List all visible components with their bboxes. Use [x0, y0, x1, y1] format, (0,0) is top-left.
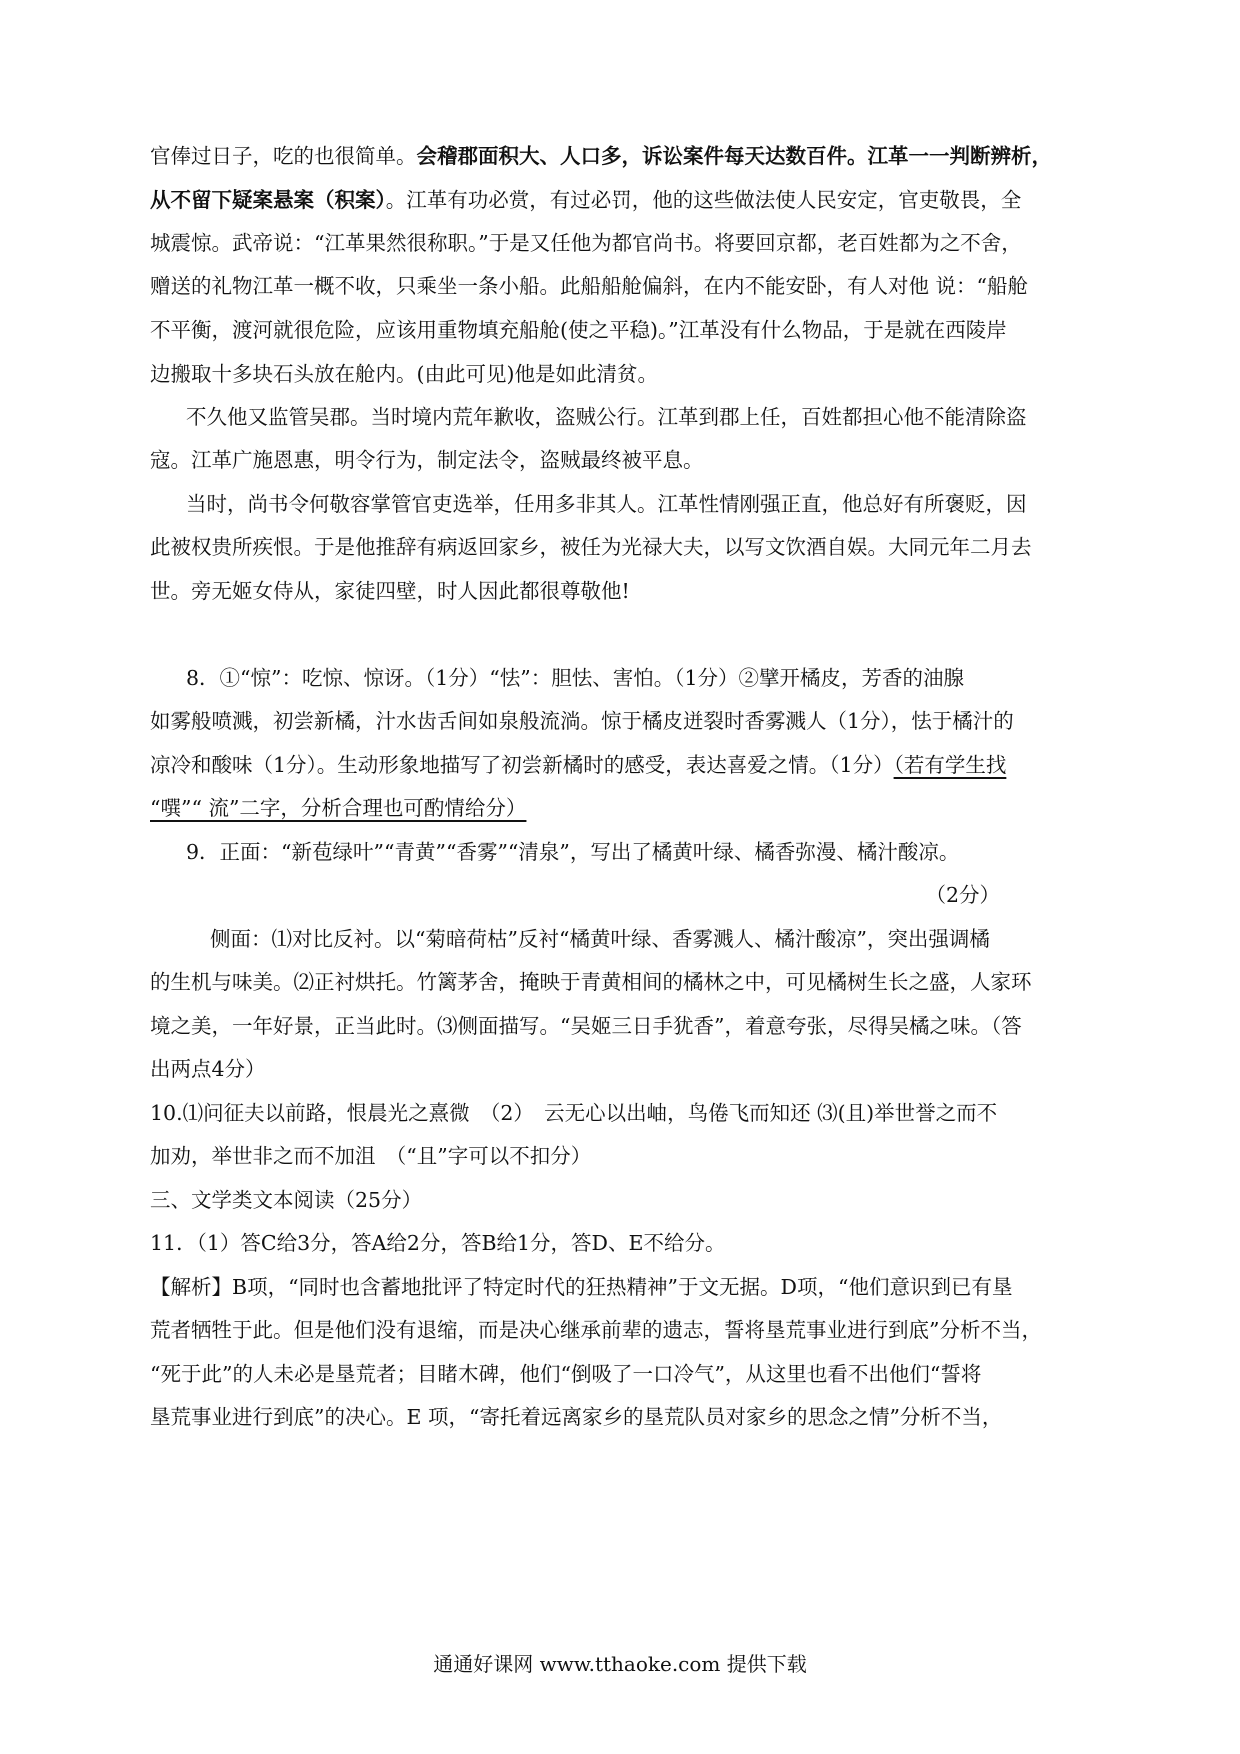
passage-line: 赠送的礼物江革一概不收，只乘坐一条小船。此船船舱偏斜，在内不能安卧，有人对他 说：“船舱 — [150, 274, 1028, 298]
answer-line: 11．（1）答C给3分，答A给2分，答B给1分，答D、E不给分。 — [150, 1231, 726, 1255]
passage-line: 寇。江革广施恩惠，明令行为，制定法令，盗贼最终被平息。 — [150, 448, 704, 472]
passage-line: 不平衡，渡河就很危险，应该用重物填充船舱(使之平稳)。”江革没有什么物品，于是就在西陵岸 — [150, 318, 1007, 342]
passage-line: 当时，尚书令何敬容掌管官吏选举，任用多非其人。江革性情刚强正直，他总好有所褒贬，因 — [186, 492, 1027, 516]
answer-line: 加劝，举世非之而不加沮 （“且”字可以不扣分） — [150, 1144, 592, 1168]
section-heading: 三、文学类文本阅读（25分） — [150, 1188, 423, 1212]
answer-line: 荒者牺牲于此。但是他们没有退缩，而是决心继承前辈的遗志，誓将垦荒事业进行到底”分析不当， — [150, 1318, 1042, 1342]
passage-line: 城震惊。武帝说：“江革果然很称职。”于是又任他为都官尚书。将要回京都，老百姓都为之不舍， — [150, 231, 1022, 255]
answer-line: 8．①“惊”：吃惊、惊讶。（1分）“怯”：胆怯、害怕。（1分）②擘开橘皮，芳香的油腺 — [186, 666, 965, 690]
page-footer: 通通好课网 www.tthaoke.com 提供下载 — [433, 1652, 807, 1676]
answer-line: “死于此”的人未必是垦荒者；目睹木碑，他们“倒吸了一口冷气”，从这里也看不出他们“誓将 — [150, 1362, 982, 1386]
answer-line: “噀”“ 流”二字，分析合理也可酌情给分） — [150, 796, 527, 820]
answer-line: 出两点4分） — [150, 1057, 266, 1081]
answer-line: 侧面：⑴对比反衬。以“菊暗荷枯”反衬“橘黄叶绿、香雾溅人、橘汁酸凉”，突出强调橘 — [210, 927, 990, 951]
answer-line: 如雾般喷溅，初尝新橘，汁水齿舌间如泉般流淌。惊于橘皮迸裂时香雾溅人（1分），怯于橘汁的 — [150, 709, 1014, 733]
score-note: （2分） — [925, 883, 1000, 907]
answer-line: 【解析】B项，“同时也含蓄地批评了特定时代的狂热精神”于文无据。D项，“他们意识到已有垦 — [150, 1275, 1013, 1299]
answer-line: 9．正面：“新苞绿叶”“青黄”“香雾”“清泉”，写出了橘黄叶绿、橘香弥漫、橘汁酸凉。 — [186, 840, 960, 864]
passage-line: 官俸过日子，吃的也很简单。会稽郡面积大、人口多，诉讼案件每天达数百件。江革一一判断辨析， — [150, 144, 1052, 168]
answer-line: 凉冷和酸味（1分）。生动形象地描写了初尝新橘时的感受，表达喜爱之情。（1分）（若有学生找 — [150, 753, 1007, 777]
passage-line: 世。旁无姬女侍从，家徒四壁，时人因此都很尊敬他! — [150, 579, 630, 603]
passage-line: 不久他又监管吴郡。当时境内荒年歉收，盗贼公行。江革到郡上任，百姓都担心他不能清除盗 — [186, 405, 1027, 429]
answer-line: 境之美，一年好景，正当此时。⑶侧面描写。“吴姬三日手犹香”，着意夸张，尽得吴橘之味。（答 — [150, 1014, 1022, 1038]
passage-line: 此被权贵所疾恨。于是他推辞有病返回家乡，被任为光禄大夫，以写文饮酒自娱。大同元年二月去 — [150, 535, 1032, 559]
answer-line: 10.⑴问征夫以前路，恨晨光之熹微 （2） 云无心以出岫，鸟倦飞而知还 ⑶(且)举世誉之而不 — [150, 1101, 998, 1125]
passage-line: 边搬取十多块石头放在舱内。(由此可见)他是如此清贫。 — [150, 362, 658, 386]
answer-line: 的生机与味美。⑵正衬烘托。竹篱茅舍，掩映于青黄相间的橘林之中，可见橘树生长之盛，人家环 — [150, 970, 1032, 994]
passage-line: 从不留下疑案悬案（积案）。江革有功必赏，有过必罚，他的这些做法使人民安定，官吏敬畏，全 — [150, 188, 1022, 212]
answer-line: 垦荒事业进行到底”的决心。E 项，“寄托着远离家乡的垦荒队员对家乡的思念之情”分析不当， — [150, 1405, 1003, 1429]
